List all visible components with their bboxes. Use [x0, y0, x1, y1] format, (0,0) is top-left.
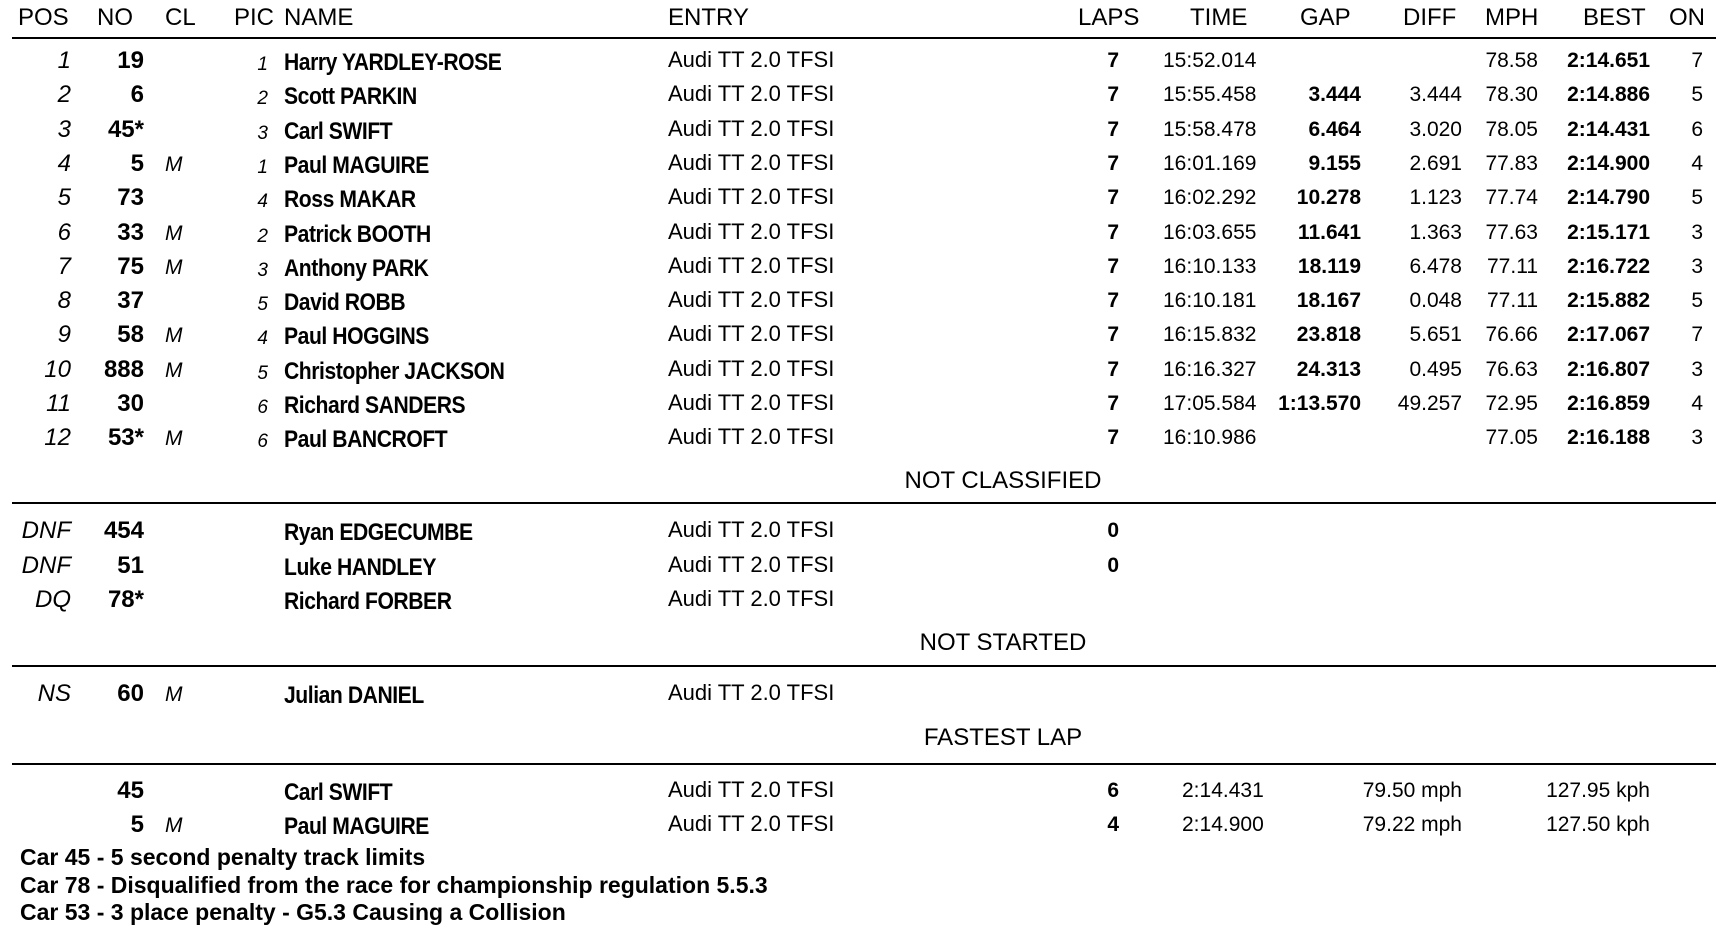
fastest-lap-divider: [12, 763, 1716, 765]
race-time: 16:10.986: [1163, 426, 1257, 450]
position-in-class: 6: [257, 431, 268, 453]
race-time: 16:01.169: [1163, 151, 1257, 175]
entry: Audi TT 2.0 TFSI: [668, 424, 835, 450]
diff: 2.691: [1409, 151, 1462, 175]
car-number: 73: [117, 184, 144, 212]
mph: 78.58: [1485, 49, 1538, 72]
gap: 6.464: [1308, 117, 1361, 141]
car-number: 45: [117, 777, 144, 804]
position: 10: [44, 355, 71, 383]
table-row: [0, 419, 1722, 453]
best-on-lap: 4: [1691, 151, 1703, 175]
table-row: [0, 145, 1722, 179]
class: M: [165, 427, 183, 451]
fastest-lap-kph: 127.95 kph: [1546, 779, 1650, 802]
position: 6: [57, 218, 71, 246]
diff: 3.444: [1409, 83, 1462, 107]
table-row: [0, 581, 1722, 615]
best-on-lap: 3: [1691, 254, 1703, 278]
mph: 77.05: [1485, 426, 1538, 450]
table-row: [0, 772, 1722, 806]
diff: 6.478: [1409, 254, 1462, 278]
table-row: [0, 214, 1722, 248]
mph: 77.74: [1485, 186, 1538, 210]
best-on-lap: 5: [1691, 83, 1703, 107]
table-row: [0, 179, 1722, 213]
header-diff: DIFF: [1403, 4, 1457, 31]
table-row: [0, 385, 1722, 419]
position: 4: [57, 149, 71, 177]
driver-name: Richard FORBER: [284, 588, 452, 615]
entry: Audi TT 2.0 TFSI: [668, 252, 835, 278]
not-started-divider: [12, 665, 1716, 667]
table-row: [0, 351, 1722, 385]
laps: 7: [1107, 117, 1119, 141]
entry: Audi TT 2.0 TFSI: [668, 517, 835, 542]
laps: 7: [1107, 254, 1119, 278]
mph: 76.66: [1485, 323, 1538, 347]
class: M: [165, 255, 183, 279]
best-lap: 2:15.882: [1567, 289, 1650, 313]
entry: Audi TT 2.0 TFSI: [668, 218, 835, 244]
gap: 23.818: [1296, 323, 1361, 347]
header-no: NO: [97, 4, 133, 31]
entry: Audi TT 2.0 TFSI: [668, 551, 835, 577]
table-row: [0, 248, 1722, 282]
best-lap: 2:16.859: [1567, 392, 1650, 415]
mph: 77.11: [1487, 289, 1538, 313]
race-time: 16:10.133: [1163, 254, 1257, 278]
best-on-lap: 4: [1691, 392, 1703, 415]
laps: 7: [1107, 323, 1119, 347]
race-time: 16:02.292: [1163, 186, 1257, 210]
entry: Audi TT 2.0 TFSI: [668, 355, 835, 381]
laps: 7: [1107, 426, 1119, 450]
driver-name: Luke HANDLEY: [284, 553, 436, 581]
entry: Audi TT 2.0 TFSI: [668, 777, 835, 802]
table-row: [0, 806, 1722, 840]
diff: 3.020: [1409, 117, 1462, 141]
position: DNF: [21, 551, 71, 579]
gap: 18.119: [1297, 254, 1361, 278]
header-time: TIME: [1190, 4, 1248, 31]
class: M: [165, 358, 183, 382]
car-number: 888: [103, 355, 144, 383]
penalty-note: Car 45 - 5 second penalty track limits: [20, 844, 426, 870]
header-mph: MPH: [1485, 4, 1539, 31]
position-in-class: 5: [257, 294, 268, 316]
driver-name: Scott PARKIN: [284, 83, 417, 111]
driver-name: Carl SWIFT: [284, 779, 393, 806]
fastest-lap-kph: 127.50 kph: [1546, 813, 1650, 836]
laps: 7: [1107, 49, 1119, 72]
diff: 0.048: [1409, 289, 1462, 313]
race-time: 16:03.655: [1163, 220, 1257, 244]
driver-name: Julian DANIEL: [284, 682, 424, 709]
diff: 1.123: [1409, 186, 1462, 210]
driver-name: Ross MAKAR: [284, 186, 416, 214]
driver-name: Harry YARDLEY-ROSE: [284, 49, 502, 76]
diff: 0.495: [1409, 357, 1462, 381]
header-laps: LAPS: [1078, 4, 1140, 31]
table-row: [0, 282, 1722, 316]
not-started-heading: NOT STARTED: [919, 629, 1087, 656]
car-number: 58: [117, 321, 144, 349]
best-lap: 2:14.651: [1567, 49, 1650, 72]
driver-name: Patrick BOOTH: [284, 220, 431, 248]
entry: Audi TT 2.0 TFSI: [668, 81, 835, 107]
position-in-class: 1: [257, 156, 268, 178]
car-number: 6: [130, 81, 144, 109]
table-row: [0, 512, 1722, 546]
best-on-lap: 7: [1691, 323, 1703, 347]
car-number: 60: [117, 680, 144, 707]
position: 5: [57, 184, 71, 212]
best-on-lap: 3: [1691, 357, 1703, 381]
fastest-lap-time: 2:14.431: [1182, 779, 1264, 802]
position-in-class: 3: [257, 122, 268, 144]
best-lap: 2:14.886: [1567, 83, 1650, 107]
penalty-note: Car 78 - Disqualified from the race for championship regulation 5.5.3: [20, 871, 768, 898]
laps: 7: [1107, 289, 1119, 313]
position-in-class: 2: [257, 88, 268, 110]
car-number: 75: [117, 252, 144, 280]
diff: 1.363: [1409, 220, 1462, 244]
position-in-class: 3: [257, 259, 268, 281]
position-in-class: 1: [257, 54, 268, 75]
driver-name: Richard SANDERS: [284, 392, 466, 419]
gap: 10.278: [1296, 186, 1361, 210]
race-time: 15:58.478: [1163, 117, 1257, 141]
entry: Audi TT 2.0 TFSI: [668, 586, 835, 611]
entry: Audi TT 2.0 TFSI: [668, 149, 835, 175]
fastest-lap-number: 6: [1107, 779, 1119, 802]
entry: Audi TT 2.0 TFSI: [668, 47, 835, 72]
entry: Audi TT 2.0 TFSI: [668, 390, 835, 415]
fastest-lap-heading: FASTEST LAP: [923, 724, 1083, 751]
entry: Audi TT 2.0 TFSI: [668, 115, 835, 141]
table-row: [0, 316, 1722, 350]
driver-name: Paul HOGGINS: [284, 323, 429, 351]
table-row: [0, 547, 1722, 581]
header-best: BEST: [1583, 4, 1646, 31]
header-entry: ENTRY: [668, 4, 749, 31]
best-lap: 2:14.790: [1567, 186, 1650, 210]
laps: 7: [1107, 392, 1119, 415]
best-lap: 2:14.431: [1567, 117, 1650, 141]
car-number: 19: [117, 47, 144, 74]
laps: 7: [1107, 151, 1119, 175]
best-lap: 2:16.807: [1567, 357, 1650, 381]
entry: Audi TT 2.0 TFSI: [668, 680, 835, 705]
car-number: 37: [117, 287, 144, 315]
class: M: [165, 814, 183, 837]
position: 2: [57, 81, 71, 109]
header-on: ON: [1669, 4, 1705, 31]
best-lap: 2:16.188: [1567, 426, 1650, 450]
gap: 11.641: [1297, 220, 1361, 244]
driver-name: Anthony PARK: [284, 254, 429, 282]
race-time: 17:05.584: [1163, 392, 1257, 415]
fastest-lap-number: 4: [1107, 813, 1119, 836]
driver-name: Carl SWIFT: [284, 117, 393, 145]
header-pic: PIC: [234, 4, 275, 31]
entry: Audi TT 2.0 TFSI: [668, 287, 835, 313]
table-row: [0, 111, 1722, 145]
class: M: [165, 221, 183, 245]
car-number: 5: [130, 811, 144, 838]
driver-name: Paul BANCROFT: [284, 426, 448, 454]
mph: 76.63: [1485, 357, 1538, 381]
laps: 7: [1107, 220, 1119, 244]
diff: 5.651: [1409, 323, 1462, 347]
position-in-class: 5: [257, 362, 268, 384]
mph: 72.95: [1485, 392, 1538, 415]
best-lap: 2:16.722: [1567, 254, 1650, 278]
position-in-class: 4: [257, 328, 268, 350]
laps: 7: [1107, 186, 1119, 210]
header-gap: GAP: [1300, 4, 1351, 31]
best-lap: 2:14.900: [1567, 151, 1650, 175]
header-name: NAME: [284, 4, 354, 31]
laps: 7: [1107, 357, 1119, 381]
gap: 9.155: [1308, 151, 1361, 175]
position: 11: [46, 390, 71, 417]
fastest-lap-time: 2:14.900: [1182, 813, 1264, 836]
class: M: [165, 152, 183, 176]
best-on-lap: 5: [1691, 186, 1703, 210]
header-divider: [12, 37, 1716, 39]
car-number: 78*: [107, 586, 144, 613]
best-lap: 2:17.067: [1567, 323, 1650, 347]
race-time: 15:55.458: [1163, 83, 1257, 107]
position: 3: [57, 115, 71, 143]
gap: 3.444: [1308, 83, 1361, 107]
position: NS: [37, 680, 71, 707]
position: 9: [57, 321, 71, 349]
mph: 78.30: [1485, 83, 1538, 107]
mph: 78.05: [1485, 117, 1538, 141]
race-time: 16:10.181: [1163, 289, 1257, 313]
position: 12: [44, 424, 71, 452]
entry: Audi TT 2.0 TFSI: [668, 184, 835, 210]
driver-name: Paul MAGUIRE: [284, 813, 429, 840]
car-number: 33: [117, 218, 144, 246]
position: 8: [57, 287, 71, 315]
position: DQ: [35, 586, 71, 613]
gap: 18.167: [1296, 289, 1361, 313]
diff: 49.257: [1397, 392, 1462, 415]
entry: Audi TT 2.0 TFSI: [668, 321, 835, 347]
gap: 24.313: [1296, 357, 1361, 381]
position: 7: [57, 252, 71, 280]
race-time: 16:16.327: [1163, 357, 1257, 381]
driver-name: Christopher JACKSON: [284, 357, 505, 385]
car-number: 45*: [107, 115, 144, 143]
car-number: 53*: [107, 424, 144, 452]
car-number: 5: [130, 149, 144, 177]
gap: 1:13.570: [1278, 392, 1361, 415]
race-time: 15:52.014: [1163, 49, 1257, 72]
laps: 0: [1107, 553, 1119, 577]
not-classified-heading: NOT CLASSIFIED: [904, 467, 1102, 494]
class: M: [165, 683, 183, 706]
best-on-lap: 3: [1691, 220, 1703, 244]
header-pos: POS: [18, 4, 69, 31]
best-lap: 2:15.171: [1567, 220, 1650, 244]
position-in-class: 6: [257, 397, 268, 418]
car-number: 51: [117, 551, 144, 579]
position: 1: [57, 47, 71, 74]
fastest-lap-mph: 79.50 mph: [1362, 779, 1462, 802]
table-row: [0, 76, 1722, 110]
table-row: [0, 675, 1722, 709]
laps: 7: [1107, 83, 1119, 107]
laps: 0: [1107, 519, 1119, 542]
driver-name: Ryan EDGECUMBE: [284, 519, 473, 546]
car-number: 30: [117, 390, 144, 417]
mph: 77.11: [1487, 254, 1538, 278]
race-time: 16:15.832: [1163, 323, 1257, 347]
best-on-lap: 5: [1691, 289, 1703, 313]
position: DNF: [21, 517, 71, 544]
position-in-class: 2: [257, 225, 268, 247]
position-in-class: 4: [257, 191, 268, 213]
table-row: [0, 42, 1722, 76]
header-cl: CL: [165, 4, 196, 31]
entry: Audi TT 2.0 TFSI: [668, 811, 835, 836]
best-on-lap: 7: [1691, 49, 1703, 72]
mph: 77.63: [1485, 220, 1538, 244]
fastest-lap-mph: 79.22 mph: [1362, 813, 1462, 836]
driver-name: Paul MAGUIRE: [284, 151, 429, 179]
driver-name: David ROBB: [284, 289, 406, 317]
best-on-lap: 6: [1691, 117, 1703, 141]
not-classified-divider: [12, 502, 1716, 504]
mph: 77.83: [1485, 151, 1538, 175]
car-number: 454: [103, 517, 144, 544]
best-on-lap: 3: [1691, 426, 1703, 450]
class: M: [165, 324, 183, 348]
penalty-note: Car 53 - 3 place penalty - G5.3 Causing a Collision: [20, 899, 566, 925]
